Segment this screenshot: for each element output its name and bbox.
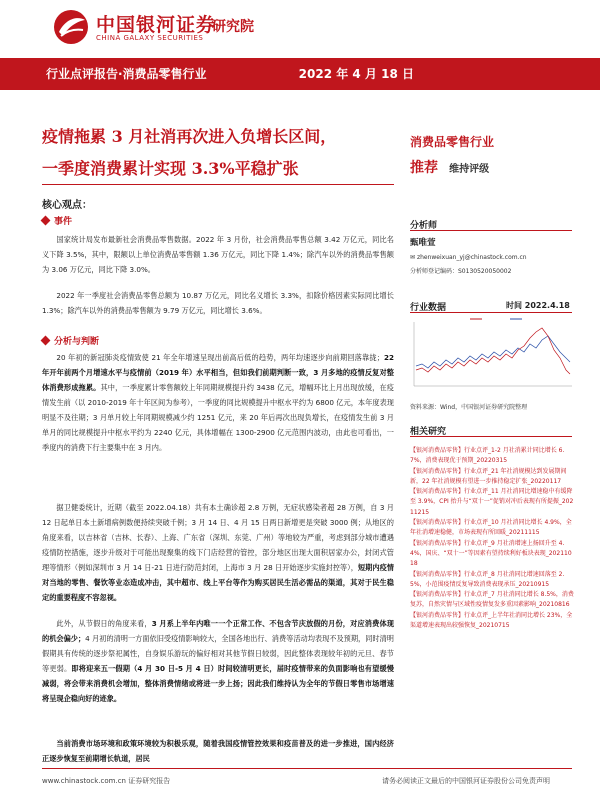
report-date: 2022 年 4 月 18 日 — [298, 67, 414, 81]
email-icon: ✉ — [410, 254, 417, 261]
analyst-email — [410, 254, 527, 261]
core-view-label: 核心观点： — [42, 200, 92, 211]
footer-divider — [42, 768, 572, 769]
paragraph-6 — [42, 736, 394, 766]
analyst-name: 甄唯萱 — [410, 238, 436, 248]
related-research-heading: 相关研究 — [410, 427, 447, 437]
logo-english-name: CHINA GALAXY SECURITIES — [96, 34, 204, 42]
rating-note: 维持评级 — [449, 164, 490, 175]
sector-label: 消费品零售行业 — [410, 135, 495, 149]
analyst-divider — [410, 230, 572, 231]
section-analysis-label: 分析与判断 — [54, 337, 100, 347]
section-event-label: 事件 — [54, 217, 73, 227]
report-type: 行业点评报告·消费品零售行业 — [46, 67, 207, 81]
title-divider — [42, 184, 394, 185]
institute-label: 研究院 — [212, 19, 254, 35]
report-banner — [0, 58, 600, 90]
footer-disclaimer: 请务必阅读正文最后的中国银河证券股份公司免责声明 — [382, 777, 550, 785]
industry-data-heading: 行业数据 — [410, 303, 447, 313]
related-item[interactable]: 【银河消费品零售】行业点评_8 月社消同比增速回落至 2.5%，小范围疫情反复导致消费表现承压_20210915 — [410, 570, 565, 588]
paragraph-5-highlight-2: 即将迎来五一假期（4 月 30 日-5 月 4 日）时间较清明更长，届时疫情带来的负面影响也有望缓慢减弱，将会带来消费机会增加，整体消费情绪或将进一步上扬；因此我们维持认为全年的节假日零售市场增速将呈现企稳向好的迹象。 — [42, 664, 394, 703]
related-item[interactable]: 【银河消费品零售】行业点评_11 月社消同比增速稳中有缓降至 3.9%，CPI 抬升与“双十一”促销对冲后表现有所提振_20211215 — [410, 488, 574, 516]
paragraph-4-highlight: 短期内疫情对当地的零售、餐饮等业态造成冲击，其中超市、线上平台等作为购买居民生活必需品的渠道，其对于民生稳定的重要程度不容忽视。 — [42, 563, 394, 602]
related-item[interactable]: 【银河消费品零售】行业点评_上半年社消同比增长 23%，全渠道增速表现出较强恢复_20210715 — [410, 611, 573, 630]
report-title-line2: 一季度消费累计实现 3.3%平稳扩张 — [42, 159, 299, 178]
paragraph-1: 国家统计局发布最新社会消费品零售数据。2022 年 3 月份，社会消费品零售总额 3.42 万亿元，同比名义下降 3.5%，其中，限额以上单位消费品零售额 1.36 万亿元，同比下降 1.4%；除汽车以外的消费品零售额为 3.06 万亿元，同比下降 3.0%。 — [42, 235, 394, 274]
related-divider — [410, 436, 572, 437]
diamond-bullet-icon — [41, 336, 51, 346]
paragraph-5-part-c: 4 月初的清明一方面依旧受疫情影响较大，全国各地出行、消费等活动均表现不及预期，同时清明假期具有传统的逐步祭祀属性，自身娱乐游玩的偏好相对其他节假日较弱，因此整体表现较年初的元旦、春节等更弱。 — [42, 634, 394, 673]
analyst-cert: 分析师登记编码：S0130520050002 — [410, 268, 512, 275]
related-item[interactable]: 【银河消费品零售】行业点评_1-2 月社消累计同比增长 6.7%，消费表现优于预期_20220315 — [410, 447, 565, 465]
analyst-email-text[interactable]: zhenweixuan_yj@chinastock.com.cn — [416, 254, 527, 261]
chart-series-red — [416, 328, 570, 374]
company-logo — [52, 8, 292, 48]
rating-value: 推荐 — [410, 160, 438, 176]
logo-chinese-name: 中国银河证券 — [96, 14, 217, 36]
section-analysis-heading — [42, 334, 99, 347]
industry-data-date: 时间 2022.4.18 — [506, 301, 570, 310]
related-item[interactable]: 【银河消费品零售】行业点评_21 年社消规模达到发展期间新，22 年社消规模有望进一步推持稳定扩张_20220117 — [410, 467, 567, 485]
paragraph-5 — [42, 616, 394, 706]
paragraph-3-highlight: 22 年开年前两个月增速水平与疫情前（2019 年）水平相当，但如我们前期判断一致，3 月多地的疫情反复对整体消费形成拖累。 — [42, 353, 394, 392]
related-item[interactable]: 【银河消费品零售】行业点评_7 月社消同比增长 8.5%，消费复苏，自然灾情与区域性疫情复发多重因素影响_20210816 — [410, 591, 574, 609]
paragraph-4 — [42, 500, 394, 605]
report-title-line1: 疫情拖累 3 月社消再次进入负增长区间， — [42, 127, 337, 146]
paragraph-6-text: 当前消费市场环境和政策环境较为积极乐观，随着我国疫情管控效果和疫苗普及的进一步推进，国内经济正逐步恢复至前期增长轨道，居民 — [42, 739, 394, 763]
chart-series-blue — [416, 336, 570, 368]
footer-website[interactable]: www.chinastock.com.cn 证券研究报告 — [42, 777, 171, 785]
diamond-bullet-icon — [41, 216, 51, 226]
paragraph-3-part-a: 20 年初的新冠肺炎疫情致使 21 年全年增速呈现出前高后低的趋势，两年均速逐步向前期回落靠拢； — [56, 353, 384, 362]
paragraph-5-highlight-1: 3 月系上半年内唯一一个正常工作、不包含节庆放假的月份，对应消费体现的机会偏少； — [42, 619, 394, 643]
related-item[interactable]: 【银河消费品零售】行业点评_9 月社消增速上扬回升至 4.4%，国庆、“双十一”等因素有望持续利好板块表现_20211018 — [410, 539, 572, 568]
paragraph-4-part-a: 据卫健委统计，近期（截至 2022.04.18）共有本土确诊超 2.8 万例，无症状感染者超 28 万例，自 3 月 12 日起单日本土新增病例数便持续突破千例；3 月 14 日、4 月 15 日两日新增更是突破 3000 例；从地区的角度来看，以吉林省（吉林、长春）、上海、广东省（深圳、东莞、广州）等地较为严重，考虑到部分城市遭遇疫情防控措施，逐步升级对于可能出现聚集的线下门店经营的管控，部分地区出现大面积居家办公，封闭式管理等情形（例如深圳市 3 月 14 日-21 日进行防范封闭，上海市 3 月 28 日开始逐步实施封控等）， — [42, 503, 394, 572]
section-event-heading — [42, 214, 72, 227]
paragraph-3-part-c: 其中，一季度累计零售额较上年同期规模提升约 3438 亿元，增幅环比上月出现放缓，在疫情发生前（以 2010-2019 年十年区间为参考），一季度的同比规模提升中枢水平约为 6800 亿元，本年度表现明显不及往期；3 月单月较上年同期规模减少约 1251 亿元，来 20 年后再次出现负增长，在疫情发生前 3 月单月的同比规模提升中枢水平约为 2240 亿元，具体增幅在 1300-2900 亿元范围内波动，由此也可看出，一季度内的消费下行主要集中在 3 月内。 — [42, 383, 394, 452]
paragraph-2: 2022 年一季度社会消费品零售总额为 10.87 万亿元，同比名义增长 3.3%，扣除价格因素实际同比增长 1.3%；除汽车以外的消费品零售额为 9.79 万亿元，同比增长 3.6%。 — [42, 291, 394, 315]
paragraph-5-part-a: 此外，从节假日的角度来看， — [56, 619, 152, 628]
related-research-list — [410, 446, 574, 631]
paragraph-3 — [42, 350, 394, 455]
chart-source: 资料来源：Wind，中国银河证券研究院整理 — [410, 404, 528, 411]
rating — [410, 157, 489, 177]
galaxy-logo-icon — [52, 8, 90, 46]
industry-data-divider — [410, 312, 572, 313]
analyst-heading: 分析师 — [410, 221, 438, 231]
related-item[interactable]: 【银河消费品零售】行业点评_10 月社消同比增长 4.9%，全年社消增速稳健，市场表现有所回暖_20211115 — [410, 519, 572, 537]
industry-index-chart — [410, 314, 576, 394]
